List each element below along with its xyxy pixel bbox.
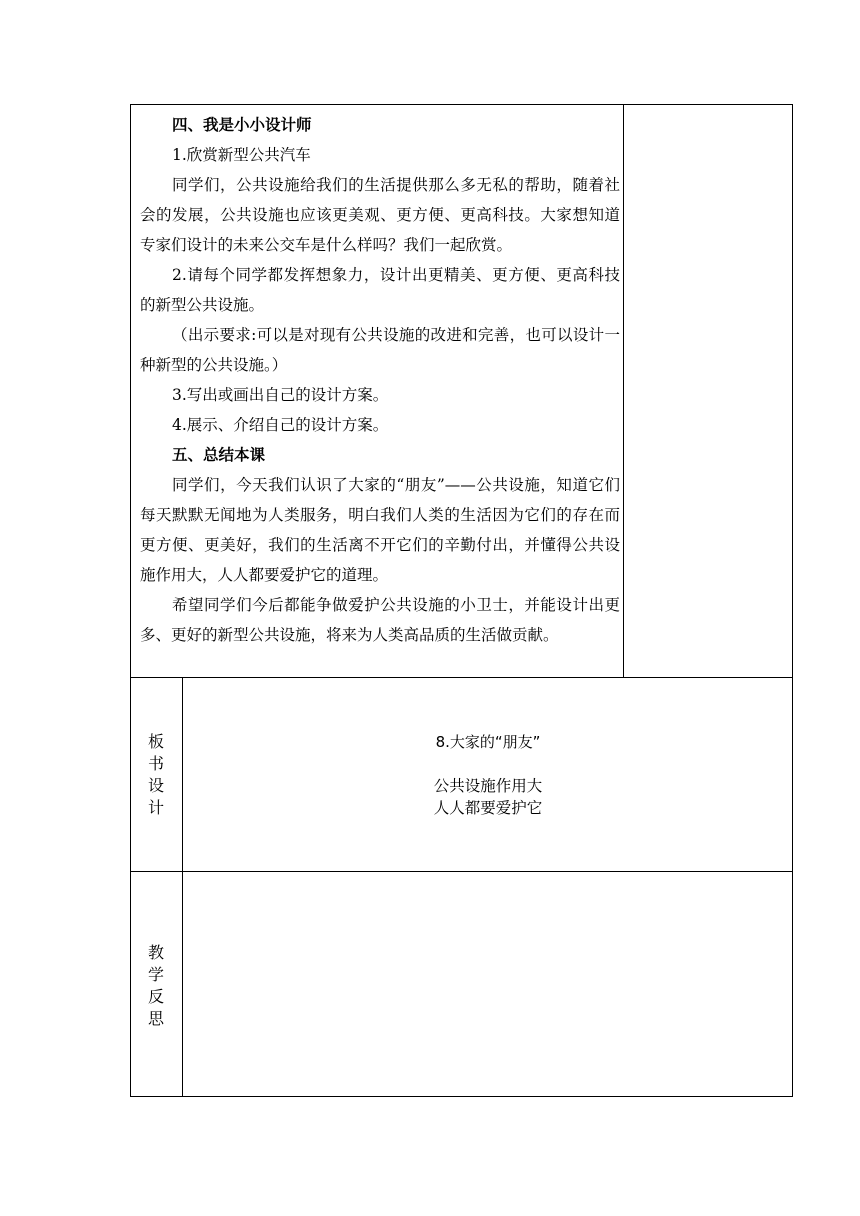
label-char: 反 (147, 987, 164, 1006)
section4-heading: 四、我是小小设计师 (172, 115, 312, 134)
step1-text: 1.欣赏新型公共汽车 (172, 146, 311, 164)
label-char: 书 (147, 754, 164, 773)
reflection-label (131, 942, 181, 1030)
board-design-line-1: 公共设施作用大 (433, 777, 543, 795)
reflection-content-cell (183, 872, 792, 1096)
section5-heading: 五、总结本课 (172, 445, 266, 464)
step2-note: （出示要求:可以是对现有公共设施的改进和完善，也可以设计一种新型的公共设施。） (140, 326, 620, 374)
paragraph-1: 同学们，公共设施给我们的生活提供那么多无私的帮助，随着社会的发展，公共设施也应该更美观、更方便、更高科技。大家想知道专家们设计的未来公交车是什么样吗？我们一起欣赏。 (140, 176, 620, 254)
board-design-label (131, 731, 181, 819)
label-char: 设 (147, 776, 164, 795)
label-char: 思 (147, 1009, 164, 1028)
divider-notes-column (623, 104, 624, 678)
paragraph-3: 希望同学们今后都能争做爱护公共设施的小卫士，并能设计出更多、更好的新型公共设施，将来为人类高品质的生活做贡献。 (140, 596, 620, 644)
label-char: 计 (147, 798, 164, 817)
step2-text: 2.请每个同学都发挥想象力，设计出更精美、更方便、更高科技的新型公共设施。 (140, 266, 620, 314)
step3-text: 3.写出或画出自己的设计方案。 (172, 386, 389, 404)
divider-row-1 (130, 677, 793, 678)
label-char: 板 (147, 732, 164, 751)
teaching-content-cell (140, 110, 620, 650)
label-char: 教 (147, 943, 164, 962)
paragraph-2: 同学们，今天我们认识了大家的“朋友”——公共设施，知道它们每天默默无闻地为人类服务，明白我们人类的生活因为它们的存在而更方便、更美好，我们的生活离不开它们的辛勤付出，并懂得公共设施作用大，人人都要爱护它的道理。 (140, 476, 620, 584)
step4-text: 4.展示、介绍自己的设计方案。 (172, 416, 389, 434)
board-design-line-2: 人人都要爱护它 (433, 799, 543, 817)
label-char: 学 (147, 965, 164, 984)
board-design-title: 8.大家的“朋友” (435, 733, 541, 751)
